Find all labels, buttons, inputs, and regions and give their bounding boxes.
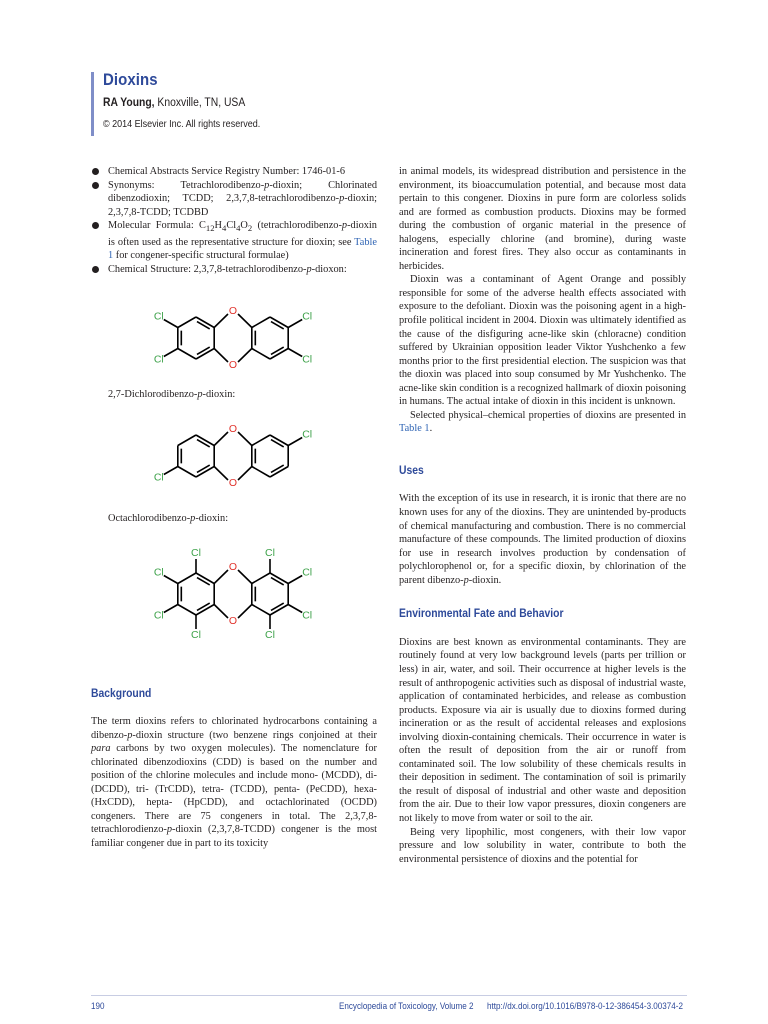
uses-text-a: With the exception of its use in research, it is ironic that there are no known uses for any of the dioxins. They are unintended by-products of chemical manufacturing and combustion. There is no commercial manufacture of these compounds. The limited production of dioxins for use in research involves production by condensation of polychlorophenol or, for a specific dioxin, by chlorination of the parent dibenzo- <box>399 493 686 586</box>
synonyms-text-b: -dioxin; Chlorinated dibenzodioxin; TCDD; 2,3,7,8-tetrachlorodibenzo- <box>108 179 377 205</box>
table-ref-period: . <box>429 423 433 435</box>
bond-line <box>271 577 284 584</box>
bullet-icon <box>92 182 99 189</box>
header-accent-bar <box>91 72 94 136</box>
bg-text-d: -dioxin (2,3,7,8-TCDD) congener is the most familiar congener due in part to its toxicity <box>91 824 377 849</box>
structure-text-b: -dioxon: <box>311 263 347 275</box>
chlorine-label: Cl <box>265 546 275 559</box>
left-column <box>91 165 377 851</box>
chlorine-label: Cl <box>265 628 275 641</box>
bg-text-c: carbons by two oxygen molecules). The nomenclature for chlorinated dibenzodioxins (CDD) is based on the number and position of the chlorine molecules and include mono- (MCDD), di- (DCDD), tri- (TrCDD), tetra- (TCDD), penta- (PeCDD), hexa- (HxCDD), hepta- (HpCDD), and octachlorinated (OCDD) congeners. There are 75 congeners in total. The 2,3,7,8-tetrachlorodienzo- <box>91 743 377 836</box>
italic-p: p <box>264 179 270 191</box>
italic-p: p <box>197 389 203 401</box>
bond-line <box>252 604 270 615</box>
chlorine-label: Cl <box>153 353 164 366</box>
bond-line <box>238 570 252 584</box>
octachloro-label-b: -dioxin: <box>195 512 229 524</box>
bg-text-a: The term dioxins refers to chlorinated hydrocarbons containing a dibenzo- <box>91 716 377 741</box>
oxygen-label: O <box>228 476 238 489</box>
bond-line <box>288 320 302 328</box>
formula-subscript: 4 <box>236 223 241 234</box>
chlorine-label: Cl <box>153 310 164 323</box>
chlorine-label: Cl <box>153 565 164 578</box>
italic-p: p <box>341 220 348 232</box>
bond-line <box>178 317 196 328</box>
uses-heading: Uses <box>399 464 424 477</box>
bond-line <box>178 604 196 615</box>
bond-line <box>178 435 196 446</box>
bond-line <box>288 604 302 612</box>
formula-text-a: Molecular Formula: C <box>108 220 206 232</box>
octachloro-label <box>91 512 377 526</box>
bond-line <box>164 604 178 612</box>
bond-line <box>238 349 252 363</box>
tcdd-structure-diagram <box>91 292 377 385</box>
bg-text-b: -dioxin structure (two benzene rings conjoined at their <box>132 729 377 741</box>
table-1-link[interactable]: Table 1 <box>399 423 430 435</box>
bullet-icon <box>92 168 99 175</box>
bond-line <box>238 466 252 480</box>
chlorine-label: Cl <box>191 628 201 641</box>
chlorine-label: Cl <box>153 471 164 484</box>
dichloro-label-a: 2,7-Dichlorodibenzo- <box>108 389 198 401</box>
bond-line <box>178 573 196 584</box>
oxygen-label: O <box>228 305 238 318</box>
right-column <box>399 165 686 866</box>
formula-text-d: for congener-specific structural formulae) <box>113 250 289 262</box>
bullet-icon <box>92 222 99 229</box>
structure-dichloro <box>91 410 377 503</box>
bond-line <box>214 466 228 480</box>
structure-text-a: Chemical Structure: 2,3,7,8-tetrachlorodibenzo- <box>108 263 307 275</box>
journal-name: Encyclopedia of Toxicology, Volume 2 <box>339 1001 474 1011</box>
bond-line <box>288 349 302 357</box>
bond-line <box>252 466 270 477</box>
article-title: Dioxins <box>103 70 158 89</box>
bond-line <box>271 603 284 610</box>
bond-line <box>252 435 270 446</box>
italic-p: p <box>127 729 133 741</box>
bond-line <box>271 347 284 354</box>
synonyms-text-a: Synonyms: Tetrachlorodibenzo- <box>108 179 265 191</box>
uses-text-b: -dioxin. <box>468 574 502 586</box>
lipophilic-paragraph: Being very lipophilic, most congeners, with their low vapor pressure and low solubility in water, contribute to both the environmental persistence of dioxins and the potential for <box>399 826 686 865</box>
oxygen-label: O <box>228 560 238 573</box>
list-item-cas <box>91 165 377 179</box>
bond-line <box>197 440 210 447</box>
bond-line <box>214 570 228 584</box>
octachloro-label-a: Octachlorodibenzo- <box>108 512 191 524</box>
table-reference-paragraph <box>399 409 686 436</box>
formula-element: H <box>214 220 222 232</box>
author-affiliation: Knoxville, TN, USA <box>154 97 246 109</box>
chlorine-label: Cl <box>302 428 313 441</box>
bond-line <box>271 440 284 447</box>
chlorine-label: Cl <box>191 546 201 559</box>
copyright-notice: © 2014 Elsevier Inc. All rights reserved. <box>103 119 261 130</box>
formula-subscript: 12 <box>205 223 215 234</box>
italic-p: p <box>463 574 469 586</box>
uses-paragraph <box>399 492 686 587</box>
oxygen-label: O <box>228 614 238 627</box>
fact-list <box>91 165 377 276</box>
synonyms-text-c: -dioxin; 2,3,7,8-TCDD; TCDBD <box>108 193 377 218</box>
bond-line <box>178 349 196 360</box>
formula-element: O <box>240 220 248 232</box>
bond-line <box>197 322 210 329</box>
bond-line <box>214 432 228 446</box>
agent-orange-paragraph: Dioxin was a contaminant of Agent Orange and possibly responsible for some of the adverse health effects associated with exposure to the defoliant. Dioxin was the poisoning agent in a high-profile political incident in 2004. Dioxin was ultimately identified as the cause of the disfiguring acne-like skin (chloracne) condition suffered by Ukrainian opposition leader Viktor Yushchenko a few months prior to the first presidential election. The suspicion was that the dioxin was placed into soup consumed by Mr Yushchenko. The acne-like skin condition is a recognized hallmark of dioxin poisoning in humans. The actual intake of dioxin in this incident is unknown. <box>399 274 686 408</box>
bond-line <box>271 465 284 472</box>
bond-line <box>238 604 252 618</box>
bond-line <box>252 573 270 584</box>
bond-line <box>214 349 228 363</box>
list-item-formula <box>91 219 377 263</box>
formula-element: Cl <box>226 220 237 232</box>
bond-line <box>197 603 210 610</box>
chlorine-label: Cl <box>302 608 313 621</box>
oxygen-label: O <box>228 422 238 435</box>
doi-link[interactable]: http://dx.doi.org/10.1016/B978-0-12-386454-3.00374-2 <box>487 1001 683 1011</box>
italic-para: para <box>91 743 111 755</box>
chlorine-label: Cl <box>302 565 313 578</box>
bullet-icon <box>92 266 99 273</box>
bond-line <box>271 322 284 329</box>
dichloro-label <box>91 388 377 402</box>
list-item-synonyms <box>91 179 377 220</box>
formula-text-c: -dioxin is often used as the representative structure for dioxin; see <box>108 220 377 248</box>
italic-p: p <box>190 512 196 524</box>
page-number: 190 <box>91 1001 105 1011</box>
bond-line <box>197 465 210 472</box>
table-1-link[interactable]: Table 1 <box>108 236 377 262</box>
intro-paragraph-continued: in animal models, its widespread distribution and persistence in the environment, its bioaccumulation potential, and because most data pertain to this congener. Dioxins in pure form are colorless solids and are formed as combustion products. Dioxins may be formed during the combustion of organic material in the presence of halogens, especially chlorine (and bromine), during waste incineration and forest fires. They also occur as contaminants in herbicides. <box>399 166 686 272</box>
bond-line <box>178 466 196 477</box>
chlorine-label: Cl <box>302 353 313 366</box>
author-name: RA Young, <box>103 97 155 109</box>
formula-subscript: 2 <box>247 223 253 234</box>
octachloro-structure-diagram <box>91 536 377 656</box>
list-item-structure <box>91 263 377 277</box>
bond-line <box>288 437 302 445</box>
cas-number-text: Chemical Abstracts Service Registry Number: 1746-01-6 <box>108 166 345 177</box>
chlorine-label: Cl <box>302 310 313 323</box>
dichloro-structure-diagram <box>91 410 377 503</box>
italic-p: p <box>166 824 172 836</box>
background-paragraph <box>91 715 377 850</box>
bond-line <box>238 314 252 328</box>
bond-line <box>197 577 210 584</box>
bond-line <box>238 432 252 446</box>
env-fate-heading: Environmental Fate and Behavior <box>399 608 564 621</box>
article-header <box>91 70 491 136</box>
bond-line <box>252 317 270 328</box>
bond-line <box>164 466 178 474</box>
structure-octachloro <box>91 536 377 656</box>
bond-line <box>164 575 178 583</box>
bond-line <box>164 320 178 328</box>
bond-line <box>288 575 302 583</box>
background-heading: Background <box>91 687 152 700</box>
bond-line <box>252 349 270 360</box>
dichloro-label-b: -dioxin: <box>202 389 236 401</box>
oxygen-label: O <box>228 359 238 372</box>
italic-p: p <box>306 263 312 275</box>
env-fate-paragraph: Dioxins are best known as environmental contaminants. They are routinely found at very low background levels (parts per trillion or less) in air, water, and soil. Their occurrence at higher levels is the result of anthropogenic activities such as disposal of industrial waste, application of contaminated herbicides, and release as combustion products. Exposure via air is usually due to dioxins formed during incineration or as the result of accidental releases and explosions involving dioxin-containing chemicals. Their occurrence in water is often the result of deposition from the air or runoff from contaminated soil. The low solubility of these chemicals results in their deposition in sediment. The contamination of soil is primarily the result of disposal of industrial and other waste and deposition from the air. Due to their low vapor pressures, dioxin congeners are not likely to move from water or soil to the air. <box>399 636 686 824</box>
structure-tcdd <box>91 292 377 385</box>
bond-line <box>214 314 228 328</box>
footer-rule <box>91 995 687 996</box>
bond-line <box>164 349 178 357</box>
author-line <box>103 97 245 109</box>
formula-text-b: (tetrachlorodibenzo- <box>252 220 342 232</box>
formula-subscript: 4 <box>222 223 227 234</box>
table-ref-text: Selected physical–chemical properties of dioxins are presented in <box>410 409 686 421</box>
italic-p: p <box>339 193 345 205</box>
bond-line <box>214 604 228 618</box>
chlorine-label: Cl <box>153 608 164 621</box>
bond-line <box>197 347 210 354</box>
